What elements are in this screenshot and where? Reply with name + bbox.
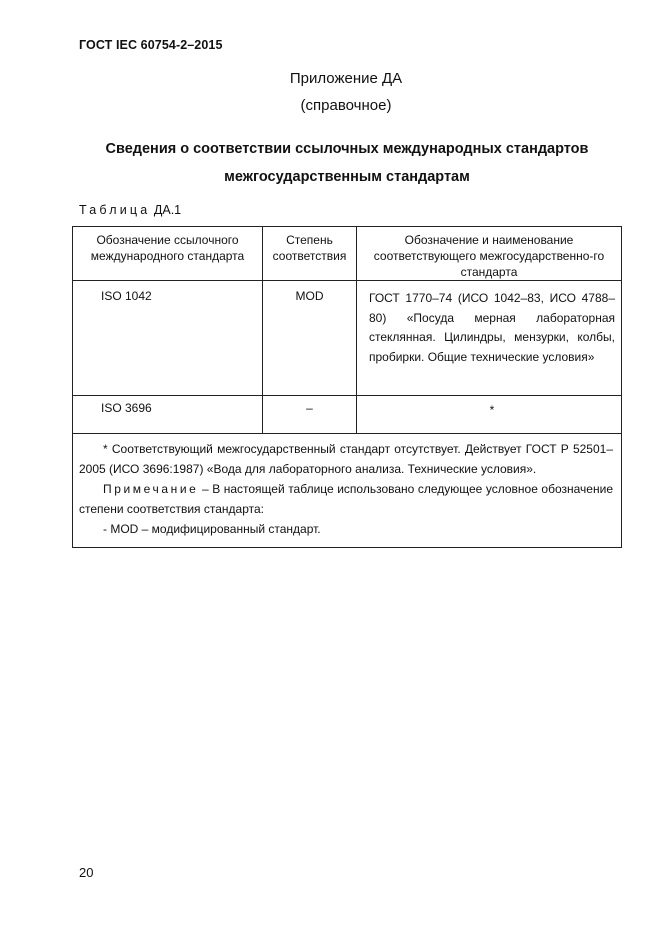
- cell-degree: –: [263, 396, 357, 434]
- table-notes-row: [73, 434, 622, 548]
- table-header-row: [73, 227, 622, 281]
- table-note: [79, 479, 613, 519]
- header-degree: Степень соответствия: [263, 227, 357, 281]
- note-text: – В настоящей таблице использовано следующее условное обозначение степени соответствия стандарта:: [79, 482, 613, 516]
- table-footnote: * Соответствующий межгосударственный стандарт отсутствует. Действует ГОСТ Р 52501–2005 (ИСО 3696:1987) «Вода для лабораторного анализа. Технические условия».: [79, 442, 613, 476]
- cell-intl-standard: ISO 1042: [73, 281, 263, 396]
- table-notes: [73, 434, 622, 548]
- appendix-heading: Сведения о соответствии ссылочных международных стандартов межгосударственным стандартам: [105, 141, 589, 185]
- table-caption: [79, 203, 181, 217]
- appendix-subtitle: (справочное): [300, 97, 392, 114]
- note-label: Примечание: [103, 482, 199, 496]
- page-number: 20: [79, 865, 94, 880]
- cell-national-standard: ГОСТ 1770–74 (ИСО 1042–83, ИСО 4788–80) «Посуда мерная лабораторная стеклянная. Цилиндры, мензурки, колбы, пробирки. Общие технические условия»: [357, 281, 622, 396]
- appendix-title: Приложение ДА: [289, 70, 403, 87]
- legend-item: - MOD – модифицированный стандарт.: [103, 522, 321, 536]
- header-intl-standard: Обозначение ссылочного международного стандарта: [73, 227, 263, 281]
- cell-intl-standard: ISO 3696: [73, 396, 263, 434]
- table-caption-word: Таблица: [79, 203, 151, 217]
- cell-degree: MOD: [263, 281, 357, 396]
- cell-national-standard: *: [357, 396, 622, 434]
- document-code: ГОСТ IEC 60754-2–2015: [79, 38, 223, 52]
- table-row: [73, 396, 622, 434]
- header-national-standard: Обозначение и наименование соответствующего межгосударственно-го стандарта: [357, 227, 622, 281]
- table-row: [73, 281, 622, 396]
- table-caption-id: ДА.1: [153, 203, 182, 217]
- correspondence-table: [72, 226, 622, 548]
